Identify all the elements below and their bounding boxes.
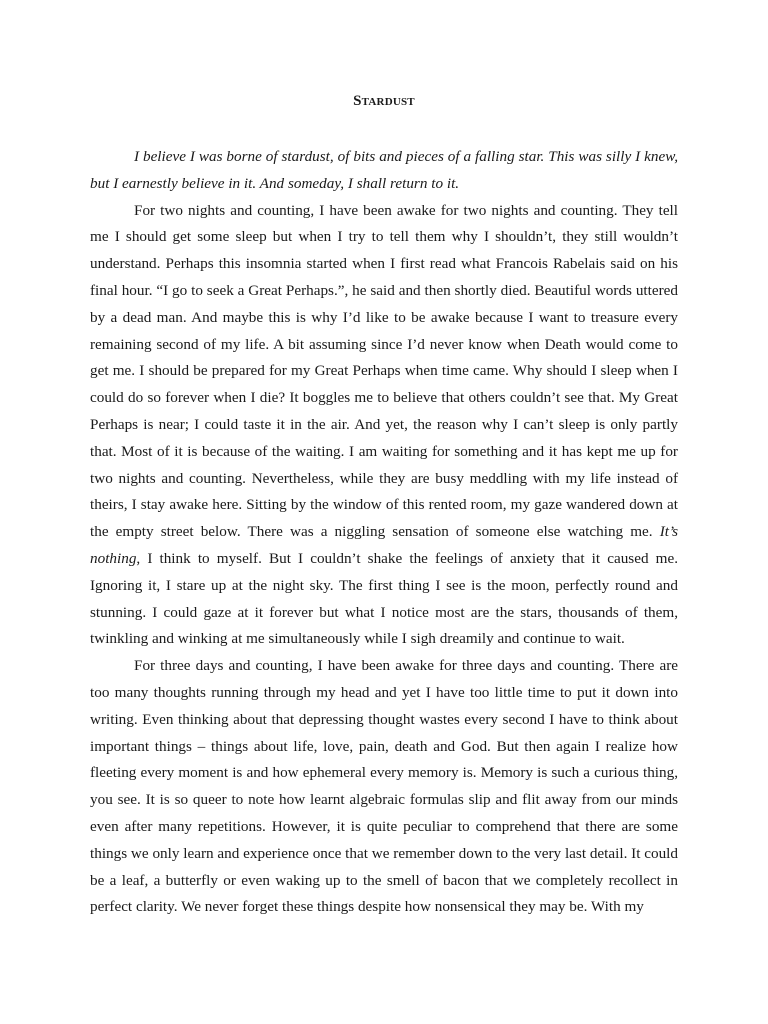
epigraph-paragraph — [90, 144, 678, 198]
paragraph-text: , I think to myself. But I couldn’t shake the feelings of anxiety that it caused me. Ignoring it, I stare up at the night sky. The first thing I see is the moon, perfectly round and stunning. I could gaze at it forever but what I notice most are the stars, thousands of them, twinkling and winking at me simultaneously while I sigh dreamily and continue to wait. — [90, 549, 678, 648]
italic-phrase: It’s nothing — [90, 523, 678, 567]
paragraph-three-days — [90, 653, 678, 921]
paragraph-text: For two nights and counting, I have been awake for two nights and counting. They tell me I should get some sleep but when I try to tell them why I shouldn’t, they still wouldn’t understand. Perhaps this insomnia started when I first read what Francois Rabelais said on his final hour. “I go to seek a Great Perhaps.”, he said and then shortly died. Beautiful words uttered by a dead man. And maybe this is why I’d like to be awake because I want to treasure every remaining second of my life. A bit assuming since I’d never know when Death would come to get me. I should be prepared for my Great Perhaps when time came. Why should I sleep when I could do so forever when I die? It boggles me to believe that others couldn’t see that. My Great Perhaps is near; I could taste it in the air. And yet, the reason why I can’t sleep is only partly that. Most of it is because of the waiting. I am waiting for something and it has kept me up for two nights and counting. Nevertheless, while they are busy meddling with my life instead of theirs, I stay awake here. Sitting by the window of this rented room, my gaze wandered down at the empty street below. There was a niggling sensation of someone else watching me. — [90, 201, 678, 541]
page-title: Stardust — [353, 93, 415, 109]
paragraph-text: For three days and counting, I have been awake for three days and counting. There are too many thoughts running through my head and yet I have too little time to put it down into writing. Even thinking about that depressing thought wastes every second I have to think about important things – things about life, love, pain, death and God. But then again I realize how fleeting every moment is and how ephemeral every memory is. Memory is such a curious thing, you see. It is so queer to note how learnt algebraic formulas slip and flit away from our minds even after many repetitions. However, it is quite peculiar to comprehend that there are some things we only learn and experience once that we remember down to the very last detail. It could be a leaf, a butterfly or even waking up to the smell of bacon that we completely recollect in perfect clarity. We never forget these things despite how nonsensical they may be. With my — [90, 657, 678, 916]
paragraph-two-nights — [90, 198, 678, 654]
paragraph-text: I believe I was borne of stardust, of bits and pieces of a falling star. This was silly I knew, but I earnestly believe in it. And someday, I shall return to it. — [90, 148, 678, 192]
body-text — [90, 144, 678, 921]
